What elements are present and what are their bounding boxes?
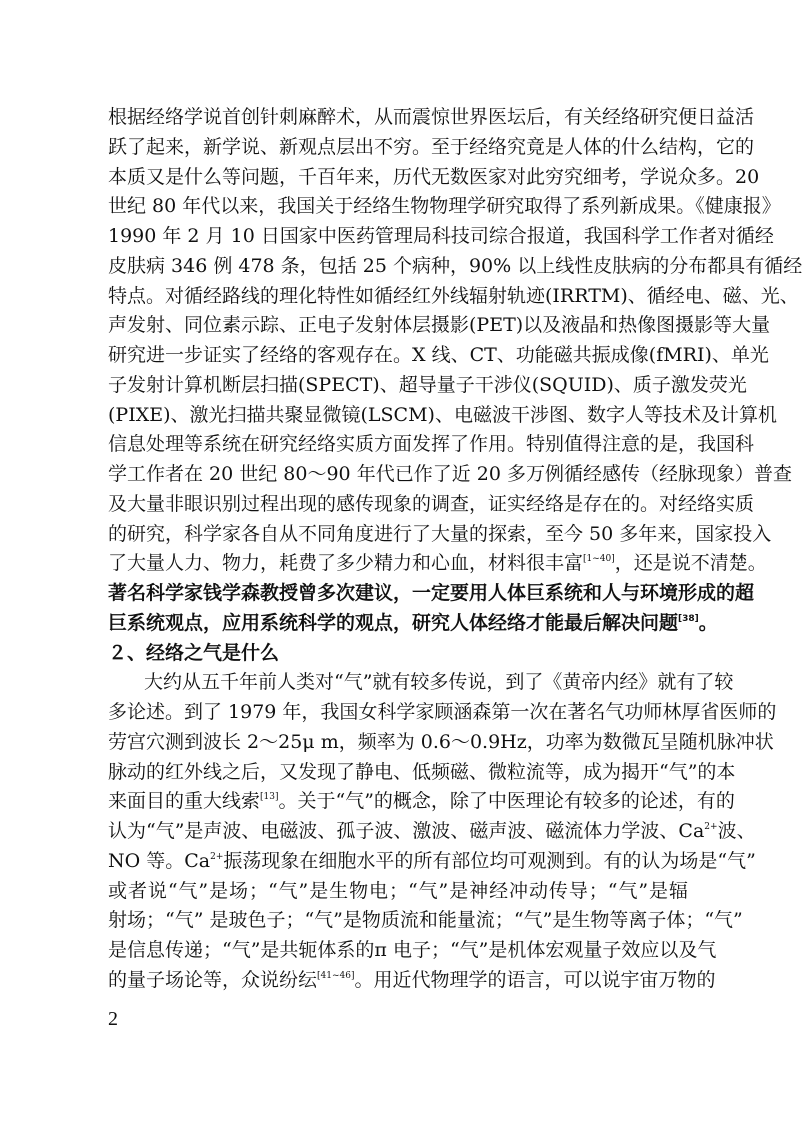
- text-line: [108, 252, 802, 282]
- text-segment: 了大量人力、物力，耗费了多少精力和心血，材料很丰富: [108, 552, 584, 575]
- text-segment: 波、: [717, 820, 756, 842]
- text-segment: 声发射、同位素示踪、正电子发射体层摄影(PET)以及液晶和热像图摄影等大量: [108, 314, 771, 337]
- text-line: [108, 847, 756, 877]
- text-line: [108, 877, 688, 907]
- text-line: [108, 579, 755, 609]
- text-line: [108, 222, 774, 252]
- text-segment: 的研究，科学家各自从不同角度进行了大量的探索，至今 50 多年来，国家投入: [108, 522, 772, 545]
- text-line: [108, 668, 734, 698]
- text-segment: 1990 年 2 月 10 日国家中医药管理局科技司综合报道，我国科学工作者对循经: [108, 225, 774, 247]
- text-segment: 子发射计算机断层扫描(SPECT)、超导量子干涉仪(SQUID)、质子激发荧光: [108, 373, 747, 396]
- citation-superscript: 2+: [704, 822, 718, 832]
- text-line: [108, 966, 716, 996]
- text-line: [108, 401, 777, 431]
- text-line: [108, 817, 756, 847]
- text-segment: 世纪 80 年代以来，我国关于经络生物物理学研究取得了系列新成果。《健康报》: [108, 195, 781, 218]
- text-line: [108, 936, 717, 966]
- document-body: [108, 103, 802, 996]
- text-line: [108, 728, 774, 758]
- text-segment: 认为“气”是声波、电磁波、孤子波、激波、磁声波、磁流体力学波、Ca: [108, 820, 705, 842]
- text-segment: 根据经络学说首创针刺麻醉术，从而震惊世界医坛后，有关经络研究便日益活: [108, 106, 755, 128]
- citation-superscript: [38]: [678, 613, 699, 624]
- text-segment: 。关于“气”的概念，除了中医理论有较多的论述，有的: [278, 790, 735, 813]
- text-segment: 。: [698, 611, 718, 634]
- text-line: [108, 787, 735, 817]
- text-line: [108, 906, 743, 936]
- text-segment: 是信息传递；“气”是共轭体系的π 电子；“气”是机体宏观量子效应以及气: [108, 939, 717, 961]
- text-line: [108, 163, 760, 193]
- text-line: [108, 133, 755, 163]
- text-line: [108, 341, 769, 371]
- text-segment: ２、经络之气是什么: [108, 641, 280, 664]
- text-segment: 信息处理等系统在研究经络实质方面发挥了作用。特别值得注意的是，我国科: [108, 433, 755, 456]
- text-segment: 振荡现象在细胞水平的所有部位均可观测到。有的认为场是“气”: [223, 849, 756, 872]
- section-heading: [108, 639, 688, 669]
- text-segment: 大约从五千年前人类对“气”就有较多传说，到了《黄帝内经》就有了较: [144, 671, 734, 694]
- text-segment: ，还是说不清楚。: [614, 552, 767, 575]
- text-line: [108, 282, 799, 312]
- text-line: [108, 371, 747, 401]
- text-segment: 学工作者在 20 世纪 80～90 年代已作了近 20 多万例循经感传（经脉现象）普查: [108, 463, 792, 485]
- text-segment: NO 等。Ca: [108, 849, 211, 872]
- text-segment: 特点。对循经路线的理化特性如循经红外线辐射轨迹(IRRTM)、循经电、磁、光、: [108, 284, 799, 307]
- text-line: [108, 430, 755, 460]
- page-number: 2: [108, 1008, 118, 1030]
- text-line: [108, 609, 718, 639]
- text-segment: 。用近代物理学的语言，可以说宇宙万物的: [354, 968, 716, 991]
- text-line: [108, 460, 792, 490]
- citation-superscript: 2+: [210, 851, 224, 862]
- citation-superscript: [13]: [260, 792, 279, 803]
- text-line: [108, 549, 767, 579]
- text-segment: 皮肤病 346 例 478 条，包括 25 个病种，90% 以上线性皮肤病的分布都具有循经: [108, 254, 802, 277]
- text-segment: 来面目的重大线索: [108, 790, 261, 813]
- text-segment: 及大量非眼识别过程出现的感传现象的调查，证实经络是存在的。对经络实质: [108, 492, 755, 515]
- text-line: [108, 490, 755, 520]
- text-line: [108, 192, 781, 222]
- text-segment: 或者说“气”是场；“气”是生物电；“气”是神经冲动传导；“气”是辐: [108, 879, 688, 902]
- text-segment: 多论述。到了 1979 年，我国女科学家顾涵森第一次在著名气功师林厚省医师的: [108, 701, 777, 723]
- text-segment: (PIXE)、激光扫描共聚显微镜(LSCM)、电磁波干涉图、数字人等技术及计算机: [108, 403, 777, 426]
- text-segment: 研究进一步证实了经络的客观存在。X 线、CT、功能磁共振成像(fMRI)、单光: [108, 344, 769, 366]
- text-line: [108, 758, 736, 788]
- text-line: [108, 311, 771, 341]
- text-segment: 巨系统观点，应用系统科学的观点，研究人体经络才能最后解决问题: [108, 611, 679, 634]
- text-segment: 跃了起来，新学说、新观点层出不穷。至于经络究竟是人体的什么结构，它的: [108, 135, 755, 158]
- text-segment: 著名科学家钱学森教授曾多次建议，一定要用人体巨系统和人与环境形成的超: [108, 582, 755, 604]
- text-segment: 的量子场论等，众说纷纭: [108, 968, 318, 991]
- text-segment: 劳宫穴测到波长 2～25μ m，频率为 0.6～0.9Hz，功率为数微瓦呈随机脉冲状: [108, 730, 774, 753]
- citation-superscript: [41~46]: [317, 970, 355, 981]
- text-segment: 射场；“气” 是玻色子；“气”是物质流和能量流；“气”是生物等离子体；“气”: [108, 909, 743, 932]
- text-line: [108, 520, 772, 550]
- text-line: [108, 103, 755, 133]
- citation-superscript: [1~40]: [583, 554, 615, 565]
- text-segment: 本质又是什么等问题，千百年来，历代无数医家对此穷究细考，学说众多。20: [108, 165, 760, 188]
- text-line: [108, 698, 777, 728]
- text-segment: 脉动的红外线之后，又发现了静电、低频磁、微粒流等，成为揭开“气”的本: [108, 760, 736, 783]
